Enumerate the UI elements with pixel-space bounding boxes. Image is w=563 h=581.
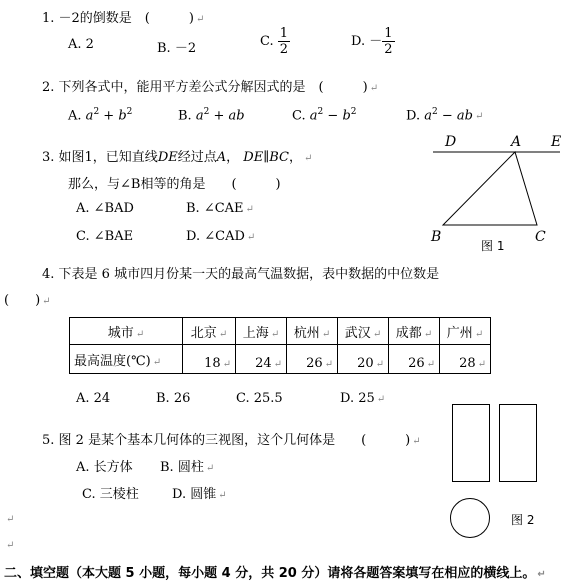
return-mark-icon: ↵ [42, 296, 51, 307]
q4-option-d: D. 25 ↵ [340, 391, 386, 406]
figure1-triangle-diagram [425, 132, 563, 257]
table-cell: 26 ↵ [389, 345, 440, 374]
table-row [70, 318, 491, 345]
return-mark-icon: ↵ [376, 394, 386, 405]
table-header-cell: 上海 ↵ [236, 318, 287, 345]
table-cell: 26 ↵ [287, 345, 338, 374]
table-header-cell: 成都 ↵ [389, 318, 440, 345]
return-mark-icon: ↵ [537, 569, 546, 580]
label-b: B [431, 229, 442, 245]
q1-option-b: B. －2 [157, 41, 197, 56]
q4-option-c: C. 25.5 [236, 391, 283, 406]
return-mark-icon: ↵ [205, 463, 215, 474]
label-d: D [445, 134, 457, 150]
q2-option-b: B. $a^2$ + ab [178, 107, 245, 124]
q2-option-a: A. $a^2 + b^2$ [68, 107, 133, 124]
return-mark-icon: ↵ [245, 204, 254, 215]
figure2-caption: 图 2 [511, 513, 535, 527]
side-view-rectangle [499, 404, 537, 482]
table-row-label: 最高温度(℃) ↵ [70, 345, 183, 374]
table-header-cell: 北京 ↵ [183, 318, 236, 345]
q5-option-a: A. 长方体 [76, 460, 133, 475]
label-c: C [535, 229, 546, 245]
q3-option-b: B. ∠CAE ↵ [186, 201, 254, 216]
return-mark-icon: ↵ [412, 436, 421, 447]
table-header-cell: 广州 ↵ [440, 318, 491, 345]
top-view-circle [450, 498, 490, 538]
table-header-cell: 武汉 ↵ [338, 318, 389, 345]
q3-option-d: D. ∠CAD ↵ [186, 229, 256, 244]
q5-option-c: C. 三棱柱 [82, 487, 139, 502]
table-cell: 20 ↵ [338, 345, 389, 374]
q3-option-a: A. ∠BAD [76, 201, 134, 216]
label-e: E [551, 134, 562, 150]
q1-option-d: D. － $\frac{1}{2}$ [351, 26, 393, 57]
q2-stem: 2. 下列各式中，能用平方差公式分解因式的是 ( ) ↵ [42, 80, 379, 95]
return-mark-icon: ↵ [369, 83, 379, 94]
table-header-cell: 杭州 ↵ [287, 318, 338, 345]
q5-option-d: D. 圆锥 ↵ [172, 487, 227, 502]
label-a: A [511, 134, 522, 150]
q1-stem: 1. －2的倒数是 ( ) ↵ [42, 11, 205, 26]
table-cell: 18 ↵ [183, 345, 236, 374]
q1-option-c: C. $\frac{1}{2}$ [260, 26, 289, 57]
return-mark-icon: ↵ [474, 111, 484, 123]
q2-option-c: C. $a^2 - b^2$ [292, 107, 357, 124]
table-cell: 24 ↵ [236, 345, 287, 374]
return-mark-icon: ↵ [195, 14, 205, 25]
fraction-neg-one-half: $\frac{1}{2}$ [384, 26, 393, 57]
q3-stem: 3. 如图1，已知直线DE经过点A， DE∥BC， ↵ [42, 150, 313, 165]
q1-option-a: A. 2 [68, 37, 94, 52]
fraction-one-half: $\frac{1}{2}$ [279, 26, 289, 57]
q3-option-c: C. ∠BAE [76, 229, 134, 244]
table-row [70, 345, 491, 374]
return-mark-icon: ↵ [303, 153, 313, 164]
section2-heading: 二、填空题（本大题 5 小题，每小题 4 分，共 20 分）请将各题答案填写在相应的横线上。 ↵ [4, 566, 546, 581]
triangle-abc [443, 152, 537, 225]
figure1-caption: 图 1 [481, 239, 505, 253]
q4-option-a: A. 24 [76, 391, 111, 406]
q4-stem: 4. 下表是 6 城市四月份某一天的最高气温数据，表中数据的中位数是 [42, 267, 440, 282]
q4-option-b: B. 26 [156, 391, 191, 406]
q5-option-b: B. 圆柱 ↵ [160, 460, 215, 475]
return-mark-icon: ↵ [246, 232, 256, 243]
q3-line2: 那么，与∠B相等的角是 ( ) [68, 177, 281, 192]
q4-stem-cont: ( ) ↵ [4, 293, 51, 308]
temperature-table [69, 317, 491, 374]
table-cell: 28 ↵ [440, 345, 491, 374]
return-mark-icon: ↵ [6, 514, 15, 525]
front-view-rectangle [452, 404, 490, 482]
table-header-cell: 城市 ↵ [70, 318, 183, 345]
return-mark-icon: ↵ [218, 490, 227, 501]
q2-option-d: D. $a^2$ − ab ↵ [406, 107, 484, 124]
return-mark-icon: ↵ [6, 540, 15, 551]
q5-stem: 5. 图 2 是某个基本几何体的三视图，这个几何体是 ( ) ↵ [42, 433, 421, 448]
